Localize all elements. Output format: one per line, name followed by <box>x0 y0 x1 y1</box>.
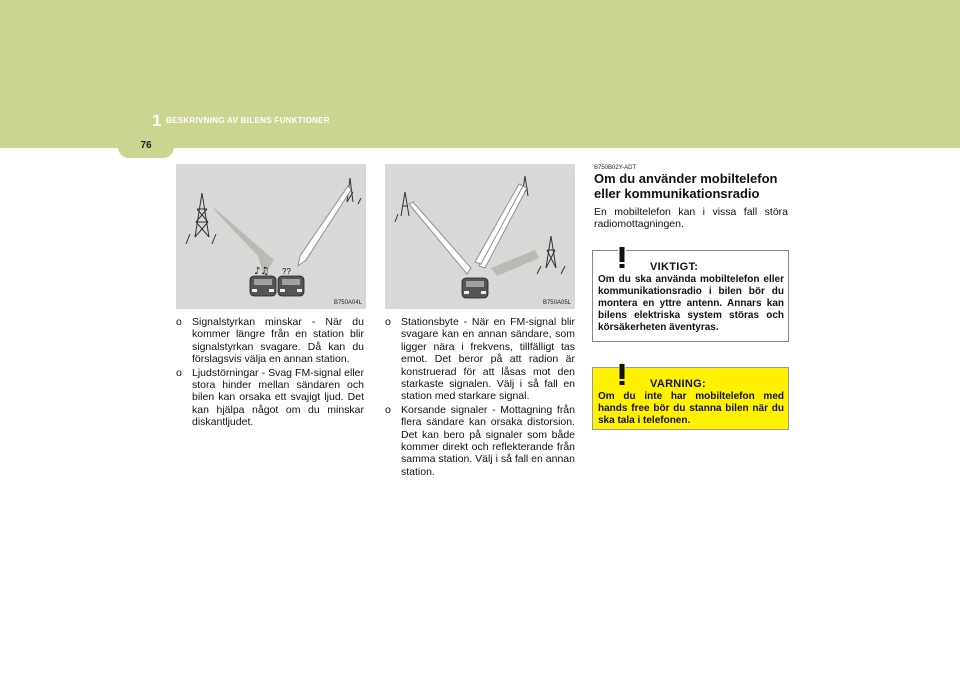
important-label: VIKTIGT: <box>650 261 699 273</box>
list-item: o Korsande signaler - Mottagning från flera sändare kan orsaka distorsion. Det kan bero på signaler som både kommer direkt och reflekterande från samma station. Välj i så fall en annan station. <box>385 403 575 478</box>
svg-text:??: ?? <box>282 267 291 276</box>
bullet-list-col1 <box>176 316 364 430</box>
list-item: o Ljudstörningar - Svag FM-signal eller stora hinder mellan sändaren och bilen kan orsaka ett svajigt ljud. Det kan hjälpa något om du minskar diskantljudet. <box>176 366 364 429</box>
exclamation-triangle-icon <box>607 360 637 388</box>
chapter-title: BESKRIVNING AV BILENS FUNKTIONER <box>166 116 330 125</box>
list-item: o Signalstyrkan minskar - När du kommer längre från en station blir signalstyrkan svagare. Då kan du förslagsvis välja en annan station. <box>176 316 364 366</box>
section-code: B750B02Y-ADT <box>594 165 637 171</box>
warning-text: Om du inte har mobiltelefon med hands free bör du stanna bilen när du ska tala i telefonen. <box>598 391 784 426</box>
section-title: Om du använder mobiltelefon eller kommunikationsradio <box>594 171 778 201</box>
warning-label: VARNING: <box>650 378 706 390</box>
exclamation-triangle-icon <box>607 243 637 271</box>
section-mobile-phone <box>594 160 788 231</box>
car-icon <box>278 276 304 296</box>
list-item: o Stationsbyte - När en FM-signal blir svagare kan en annan sändare, som ligger nära i frekvens, tillfälligt tas emot. Det beror på att radion är konstruerad för att låsas mot den starkaste signalen. Välj i så fall en station med starkare signal. <box>385 316 575 403</box>
figure-code: B750A04L <box>333 300 362 306</box>
car-icon <box>462 278 488 298</box>
important-notice <box>592 250 789 342</box>
music-note-icon: ♪♫ <box>254 266 270 277</box>
figure-signal-weakening <box>176 164 366 309</box>
important-text: Om du ska använda mobiltelefon eller kommunikationsradio i bilen bör du montera en yttre antenn. Annars kan bilens elektriska system störas och körsäkerheten äventyras. <box>598 274 784 333</box>
car-icon <box>250 276 276 296</box>
section-body: En mobiltelefon kan i vissa fall störa radiomottagningen. <box>594 206 788 231</box>
car-three-towers-reflection-illustration <box>385 164 575 309</box>
warning-notice <box>592 367 789 430</box>
header-band <box>0 0 960 148</box>
chapter-number: 1 <box>152 111 162 130</box>
figure-code: B750A05L <box>542 300 571 306</box>
figure-station-switch <box>385 164 575 309</box>
bullet-list-col2 <box>385 316 575 479</box>
two-cars-two-towers-illustration <box>176 164 366 309</box>
page-number: 76 <box>140 140 152 151</box>
